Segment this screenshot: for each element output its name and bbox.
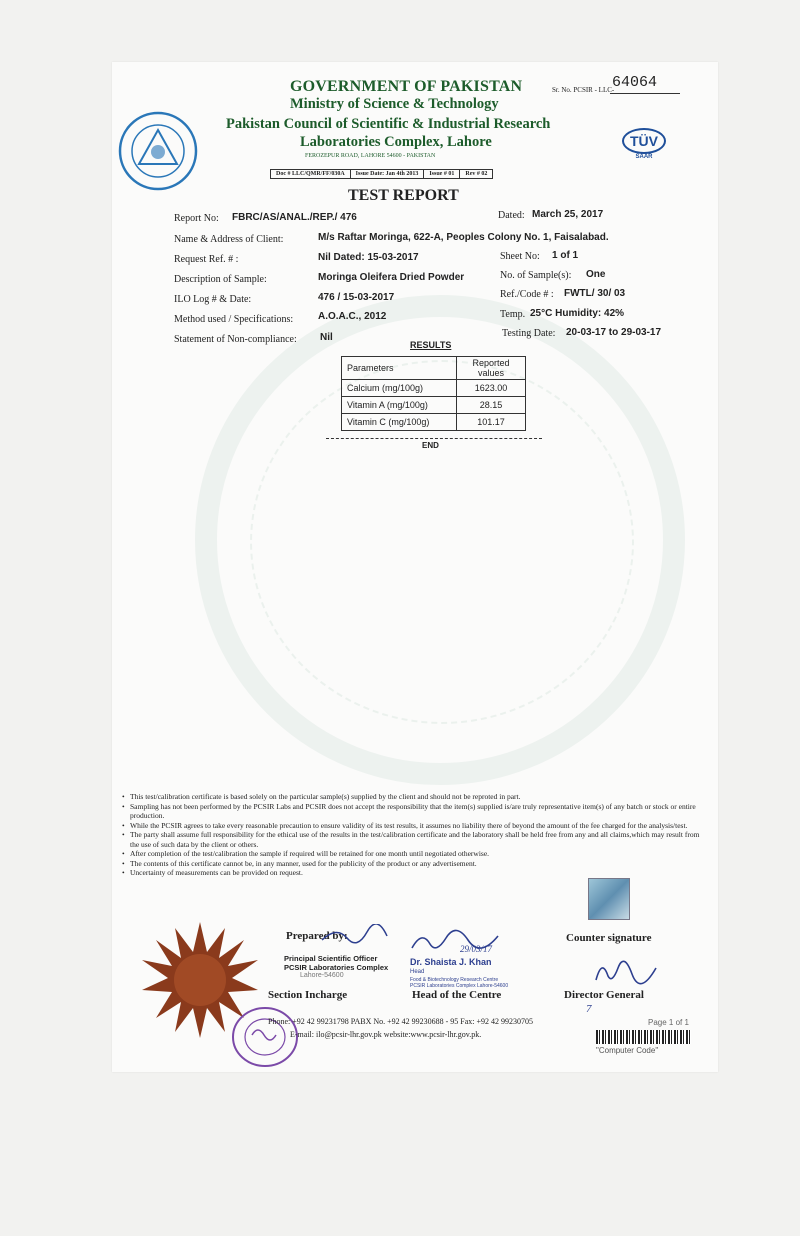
end-divider [326, 438, 542, 439]
hologram-sticker [588, 878, 630, 920]
computer-code: "Computer Code" [596, 1046, 659, 1055]
note-item: • While the PCSIR agrees to take every reasonable precaution to ensure validity of its test results, it assumes no liability there of beyond the amount of the fee charged for the analysis/test. [122, 821, 707, 831]
section-incharge-label: Section Incharge [268, 989, 348, 1001]
table-header-row [342, 357, 526, 380]
refcode-label: Ref./Code # : [500, 289, 554, 300]
note-item: • After completion of the test/calibration the sample if required will be retained for one month until negotiated otherwise. [122, 849, 707, 859]
header-council: Pakistan Council of Scientific & Industrial Research [226, 116, 551, 132]
request-label: Request Ref. # : [174, 254, 239, 265]
sheet-value: 1 of 1 [552, 250, 579, 261]
doc-rev: Rev # 02 [465, 171, 488, 177]
col-parameters: Parameters [342, 357, 457, 380]
counter-signature-label: Counter signature [566, 932, 652, 944]
prepared-org: PCSIR Laboratories Complex [284, 963, 389, 972]
director-signature-icon [592, 958, 662, 986]
header-labs: Laboratories Complex, Lahore [300, 134, 492, 150]
report-no-value: FBRC/AS/ANAL./REP./ 476 [232, 212, 357, 223]
request-value: Nil Dated: 15-03-2017 [318, 252, 419, 263]
prepared-by-label: Prepared by: [286, 930, 348, 942]
note-item: • The contents of this certificate cannot be, in any manner, used for the publicity of the product or any advertisement. [122, 859, 707, 869]
col-reported-values: Reported values [457, 357, 526, 380]
note-item: • Uncertainty of measurements can be provided on request. [122, 868, 707, 878]
note-item: • The party shall assume full responsibility for the ethical use of the results in the test/calibration certificate and the laboratory shall be held free from any and all claims,which may result from the use of such data by the client or others. [122, 830, 707, 849]
serial-underline [610, 93, 680, 94]
disclaimer-notes [122, 792, 707, 878]
statement-label: Statement of Non-compliance: [174, 334, 297, 345]
handwritten-mark: 7 [586, 1003, 592, 1015]
results-table [341, 356, 526, 431]
num-samples-value: One [586, 269, 606, 280]
footer-phone: Phone: +92 42 99231798 PABX No. +92 42 99230688 - 95 Fax: +92 42 99230705 [268, 1017, 534, 1026]
header-government: GOVERNMENT OF PAKISTAN [290, 78, 523, 95]
note-item: • Sampling has not been performed by the PCSIR Labs and PCSIR does not accept the responsibility that the item(s) supplied is/are truly representative item(s) of any batch or stock or entire production. [122, 802, 707, 821]
testing-date-value: 20-03-17 to 29-03-17 [566, 327, 662, 338]
report-no-label: Report No: [174, 213, 219, 224]
head-org: Food & Biotechnology Research Centre [410, 977, 499, 983]
serial-label: Sr. No. PCSIR - LLC- [552, 86, 615, 94]
client-value: M/s Raftar Moringa, 622-A, Peoples Colony No. 1, Faisalabad. [318, 232, 609, 243]
head-signature-icon [408, 928, 508, 956]
doc-issue-date: Issue Date: Jan 4th 2013 [351, 170, 425, 178]
header-address: FEROZEPUR ROAD, LAHORE 54600 - PAKISTAN [305, 153, 436, 159]
description-label: Description of Sample: [174, 274, 267, 285]
prepared-city: Lahore-54600 [300, 972, 344, 979]
param-cell: Calcium (mg/100g) [342, 380, 457, 397]
dated-value: March 25, 2017 [532, 209, 604, 220]
description-value: Moringa Oleifera Dried Powder [318, 272, 465, 283]
client-label: Name & Address of Client: [174, 234, 284, 245]
value-cell: 1623.00 [457, 380, 526, 397]
page-indicator: Page 1 of 1 [648, 1018, 689, 1027]
param-cell: Vitamin A (mg/100g) [342, 397, 457, 414]
statement-value: Nil [320, 332, 333, 343]
tuv-sub: SAAR [635, 154, 653, 160]
tuv-mark: TÜV [622, 128, 666, 154]
head-of-centre-label: Head of the Centre [412, 989, 502, 1001]
head-date: 29/03/17 [460, 944, 493, 954]
value-cell: 28.15 [457, 397, 526, 414]
serial-number: 64064 [612, 74, 658, 91]
testing-date-label: Testing Date: [502, 328, 556, 339]
param-cell: Vitamin C (mg/100g) [342, 414, 457, 431]
end-label: END [422, 441, 439, 450]
footer-email: E-mail: ilo@pcsir-lhr.gov.pk website:www.pcsir-lhr.gov.pk. [290, 1030, 482, 1039]
ilo-label: ILO Log # & Date: [174, 294, 252, 305]
method-label: Method used / Specifications: [174, 314, 294, 325]
prepared-signature-icon [320, 924, 390, 946]
results-heading: RESULTS [410, 340, 452, 350]
dated-label: Dated: [498, 210, 525, 221]
refcode-value: FWTL/ 30/ 03 [564, 288, 626, 299]
doc-number: Doc # LLC/QMR/FF/030A [271, 170, 351, 178]
head-title: Head [410, 969, 425, 975]
ilo-value: 476 / 15-03-2017 [318, 292, 395, 303]
doc-info-box [270, 169, 493, 179]
sheet-label: Sheet No: [500, 251, 540, 262]
header-ministry: Ministry of Science & Technology [290, 96, 499, 112]
doc-issue: Issue # 01 [424, 170, 460, 178]
temp-value: 25°C Humidity: 42% [530, 308, 625, 319]
value-cell: 101.17 [457, 414, 526, 431]
barcode-icon [596, 1030, 691, 1044]
director-general-label: Director General [564, 989, 644, 1001]
tuv-logo-icon [620, 128, 668, 168]
head-name: Dr. Shaista J. Khan [410, 957, 492, 967]
num-samples-label: No. of Sample(s): [500, 270, 572, 281]
report-title: TEST REPORT [348, 187, 459, 204]
temp-label: Temp. [500, 309, 526, 320]
method-value: A.O.A.C., 2012 [318, 311, 387, 322]
table-row [342, 414, 526, 431]
table-row [342, 380, 526, 397]
head-org-2: PCSIR Laboratories Complex Lahore-54600 [410, 983, 509, 989]
pcsir-logo-icon [117, 110, 199, 192]
prepared-title: Principal Scientific Officer [284, 954, 378, 963]
table-row [342, 397, 526, 414]
note-item: • This test/calibration certificate is based solely on the particular sample(s) supplied by the client and should not be reproted in part. [122, 792, 707, 802]
